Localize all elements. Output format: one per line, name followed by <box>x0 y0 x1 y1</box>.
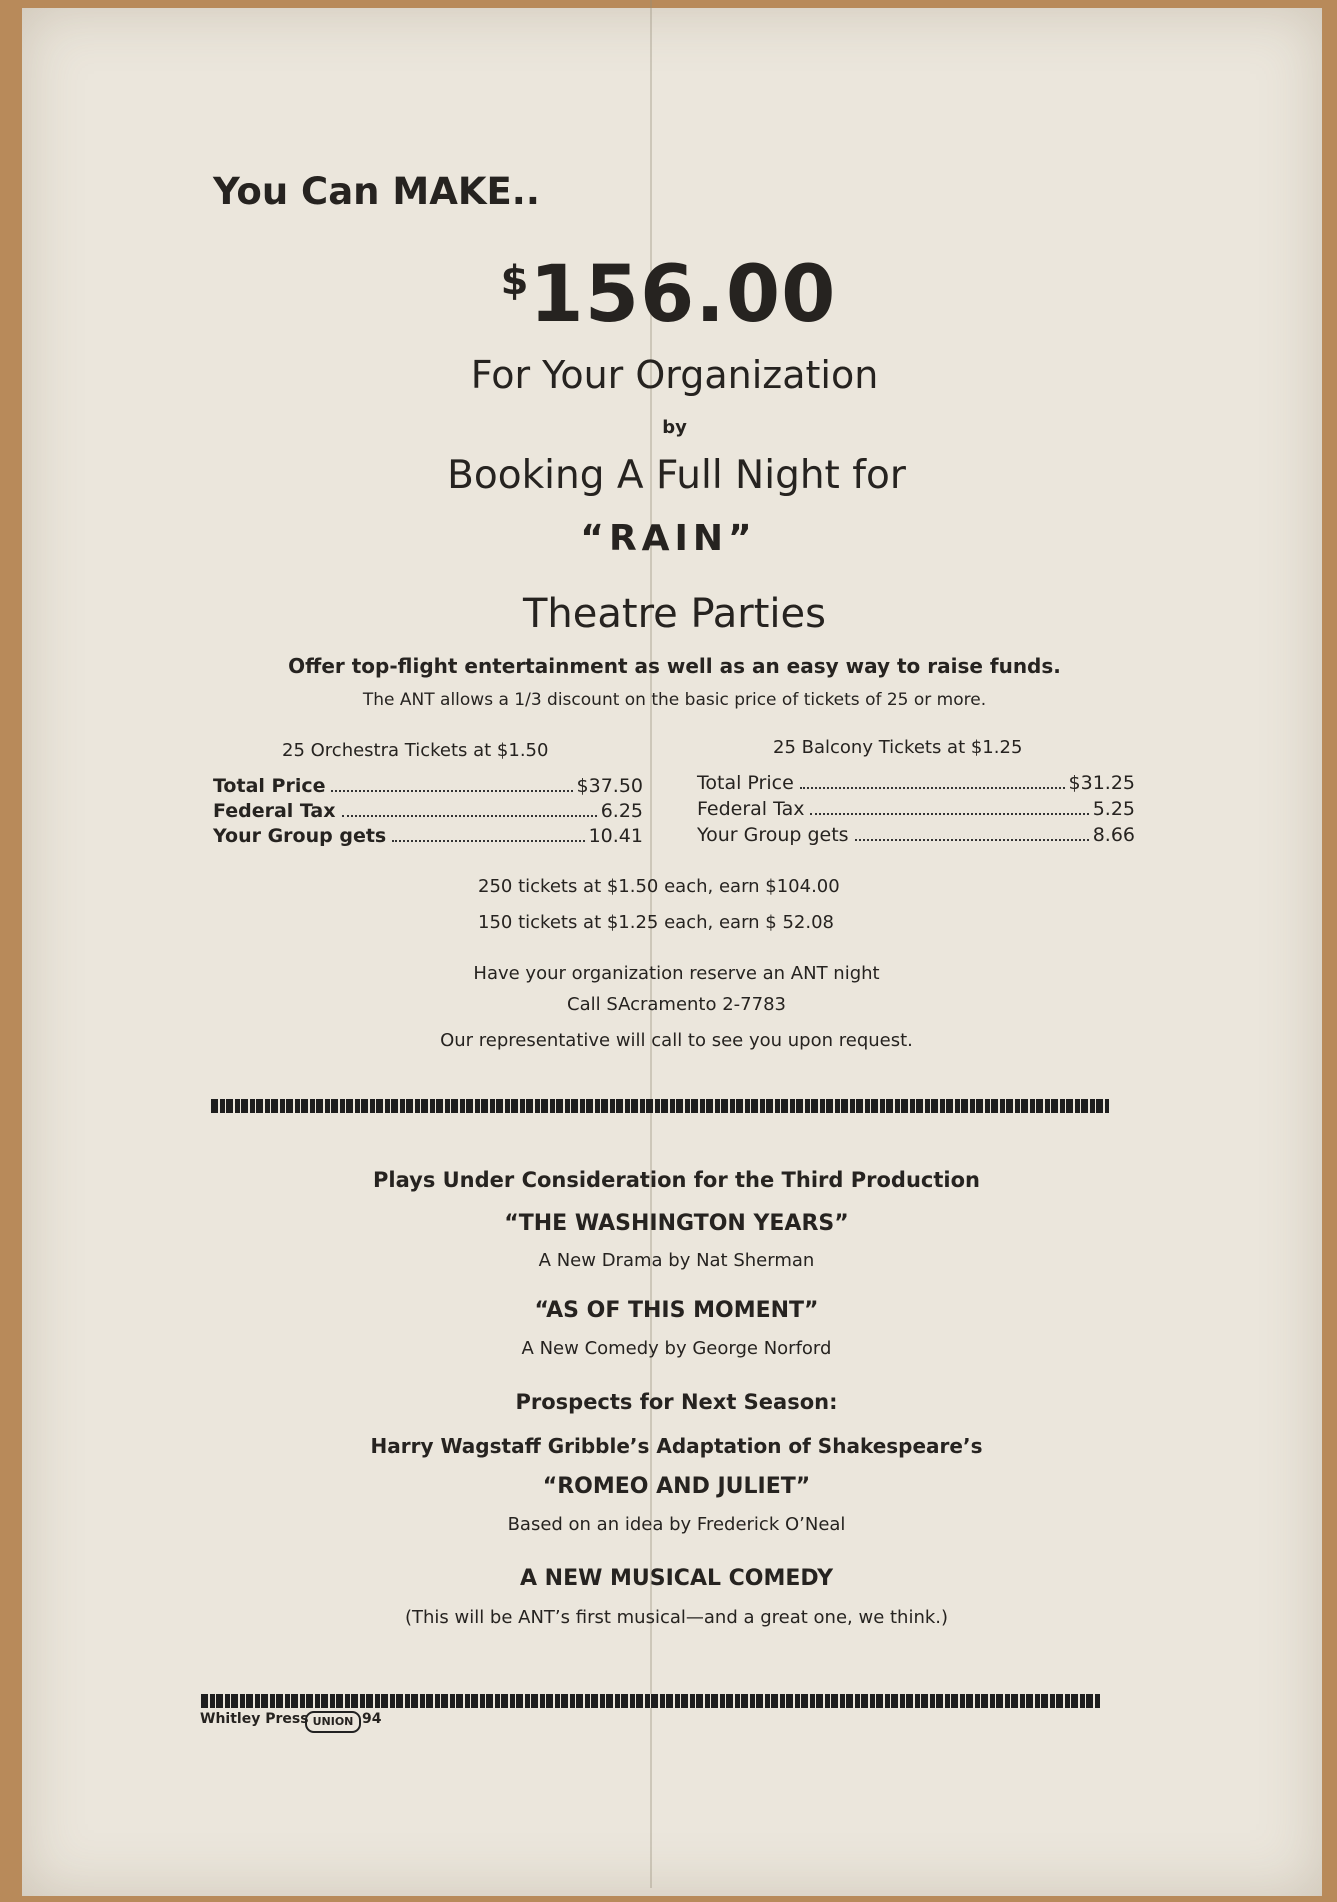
dotted-leader <box>810 813 1088 815</box>
balcony-heading: 25 Balcony Tickets at $1.25 <box>773 737 1023 758</box>
orchestra-tax-label: Federal Tax <box>213 800 336 822</box>
dotted-leader <box>331 790 572 792</box>
orchestra-group-value: 10.41 <box>588 825 643 847</box>
prospects-heading: Prospects for Next Season: <box>515 1390 838 1414</box>
union-label-icon: UNION <box>305 1711 361 1733</box>
offer-line: Offer top-flight entertainment as well as an easy way to raise funds. <box>288 654 1061 678</box>
divider-bar-bottom <box>201 1694 1101 1708</box>
amount-headline <box>0 250 1337 340</box>
orchestra-tax-value: 6.25 <box>600 800 643 822</box>
orchestra-total-label: Total Price <box>213 775 326 797</box>
divider-bar-top <box>211 1099 1109 1113</box>
headline-intro: You Can MAKE.. <box>213 170 540 213</box>
orchestra-group-label: Your Group gets <box>213 825 387 847</box>
balcony-group-label: Your Group gets <box>697 824 849 846</box>
play3-title: “ROMEO AND JULIET” <box>542 1474 811 1499</box>
orchestra-row-tax <box>213 800 643 822</box>
amount-value: 156.00 <box>529 250 837 340</box>
orchestra-heading: 25 Orchestra Tickets at $1.50 <box>282 740 549 761</box>
balcony-group-value: 8.66 <box>1092 824 1135 846</box>
theatre-parties: Theatre Parties <box>522 591 826 637</box>
play3-description: Based on an idea by Frederick O’Neal <box>507 1514 846 1535</box>
orchestra-row-group <box>213 825 643 847</box>
musical-title: A NEW MUSICAL COMEDY <box>519 1566 834 1591</box>
orchestra-total-value: $37.50 <box>576 775 643 797</box>
play2-description: A New Comedy by George Norford <box>521 1338 832 1359</box>
earnings-line-2: 150 tickets at $1.25 each, earn $ 52.08 <box>478 912 834 933</box>
contact-line-3: Our representative will call to see you upon request. <box>440 1030 913 1051</box>
play-title-rain: “RAIN” <box>580 518 757 559</box>
discount-line: The ANT allows a 1/3 discount on the basic price of tickets of 25 or more. <box>362 690 987 710</box>
dotted-leader <box>800 787 1065 789</box>
dotted-leader <box>855 839 1089 841</box>
dotted-leader <box>392 840 584 842</box>
balcony-total-label: Total Price <box>697 772 794 794</box>
printer-name: Whitley Press <box>200 1711 309 1727</box>
balcony-row-total <box>697 772 1135 794</box>
balcony-tax-value: 5.25 <box>1092 798 1135 820</box>
dotted-leader <box>342 815 597 817</box>
play2-title: “AS OF THIS MOMENT” <box>534 1298 819 1323</box>
earnings-line-1: 250 tickets at $1.50 each, earn $104.00 <box>478 876 840 897</box>
booking-line: Booking A Full Night for <box>447 453 906 498</box>
balcony-tax-label: Federal Tax <box>697 798 805 820</box>
plays-heading: Plays Under Consideration for the Third Production <box>373 1168 980 1192</box>
balcony-total-value: $31.25 <box>1068 772 1135 794</box>
balcony-row-tax <box>697 798 1135 820</box>
adaptation-line: Harry Wagstaff Gribble’s Adaptation of Shakespeare’s <box>370 1434 983 1458</box>
printer-number: 94 <box>362 1711 382 1727</box>
musical-description: (This will be ANT’s first musical—and a great one, we think.) <box>404 1607 949 1628</box>
play1-description: A New Drama by Nat Sherman <box>538 1250 815 1271</box>
contact-line-1: Have your organization reserve an ANT night <box>473 963 880 984</box>
for-organization: For Your Organization <box>470 353 879 397</box>
play1-title: “THE WASHINGTON YEARS” <box>504 1211 849 1236</box>
by-label: by <box>662 417 687 438</box>
orchestra-row-total <box>213 775 643 797</box>
contact-line-2: Call SAcramento 2-7783 <box>567 994 786 1015</box>
dollar-sign: $ <box>500 258 530 304</box>
balcony-row-group <box>697 824 1135 846</box>
